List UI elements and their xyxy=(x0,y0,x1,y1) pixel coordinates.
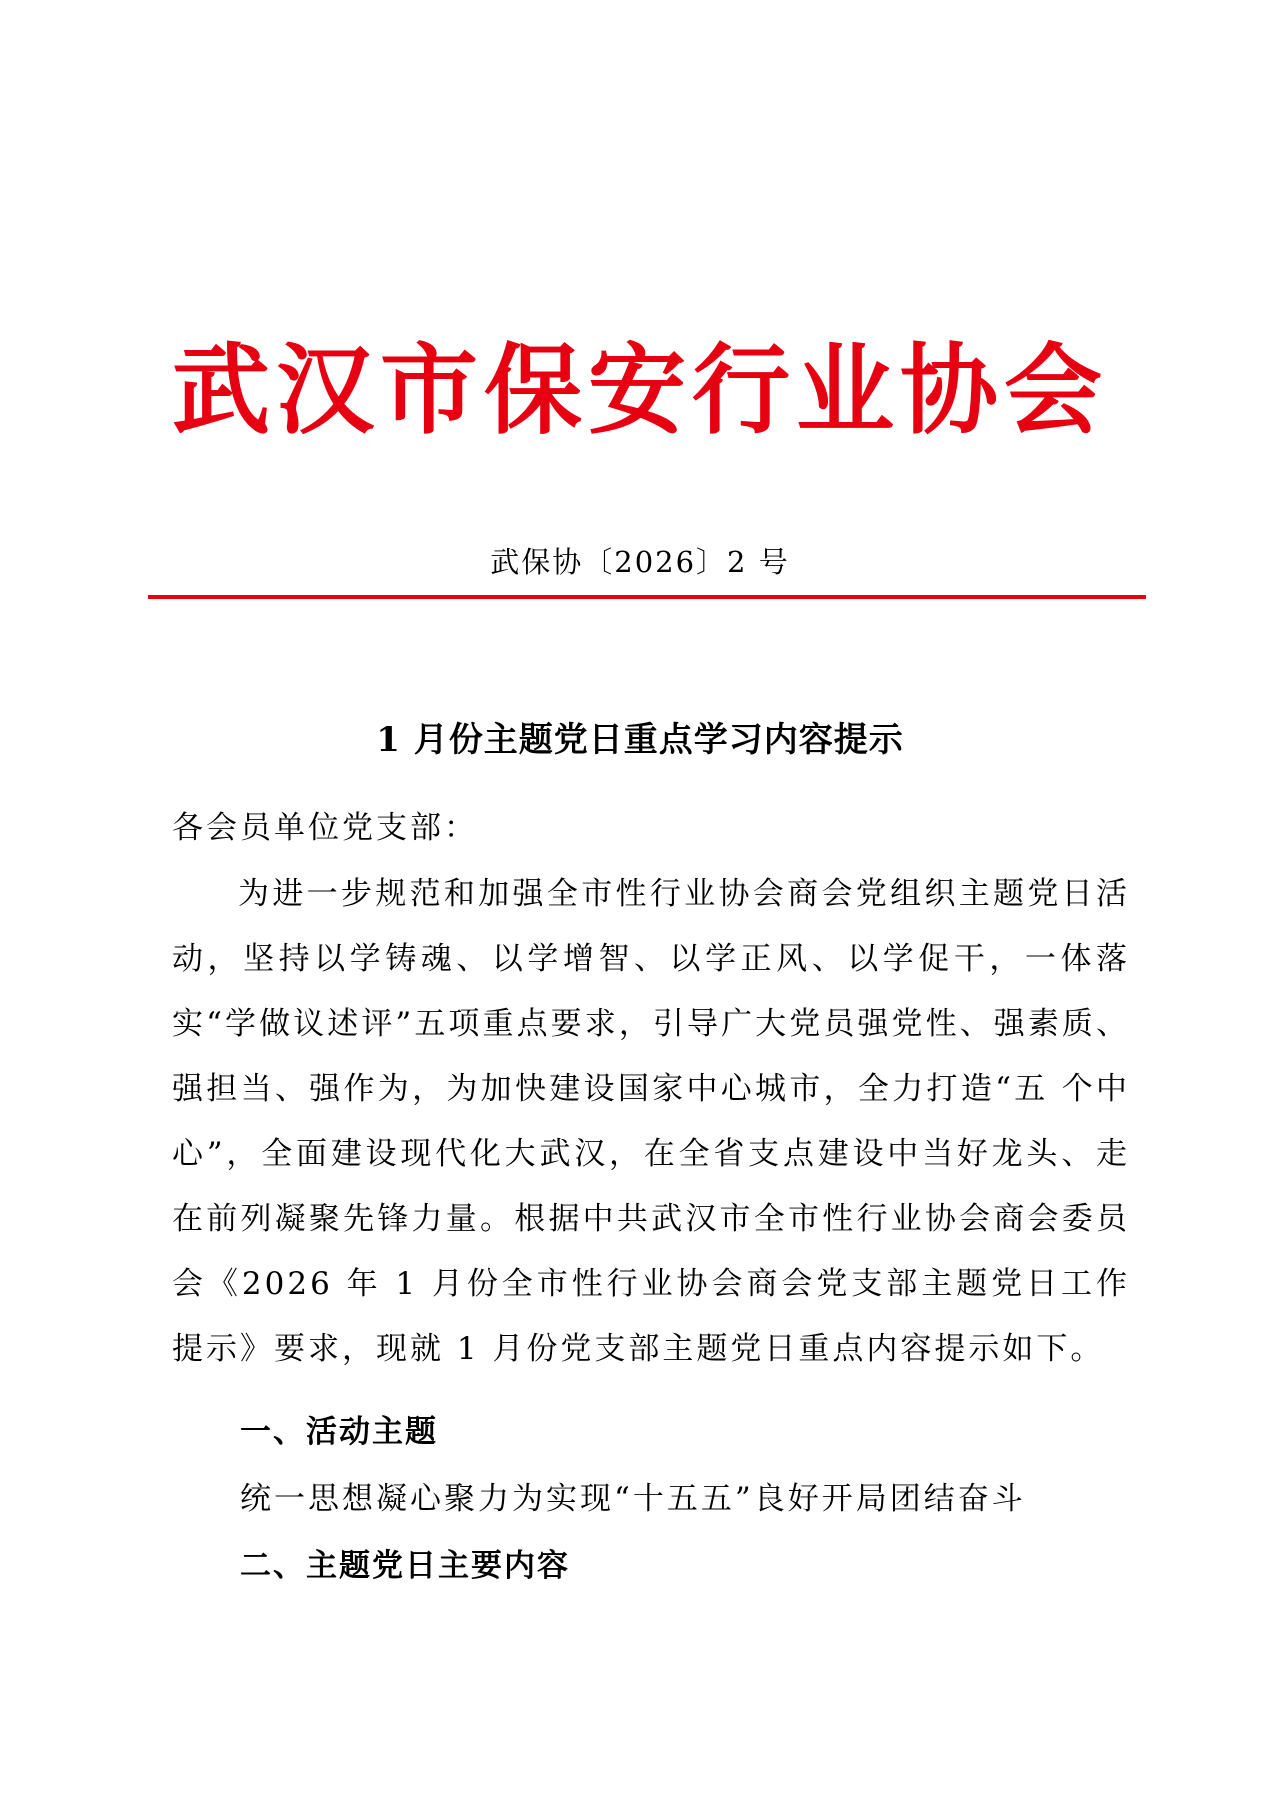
letterhead-org-name: 武汉市保安行业协会 xyxy=(171,334,1108,448)
salutation: 各会员单位党支部： xyxy=(172,810,478,846)
section-1-text: 统一思想凝心聚力为实现“十五五”良好开局团结奋斗 xyxy=(240,1481,1026,1517)
document-number: 武保协〔2026〕2 号 xyxy=(490,545,790,579)
document-title: 1 月份主题党日重点学习内容提示 xyxy=(376,720,904,760)
intro-paragraph: 为进一步规范和加强全市性行业协会商会党组织主题党日活动，坚持以学铸魂、以学增智、以学正风、以学促干，一体落实“学做议述评”五项重点要求，引导广大党员强党性、强素质、强担当、强作为，为加快建设国家中心城市，全力打造“五 个中心”，全面建设现代化大武汉，在全省支点建设中当好龙头、走在前列凝聚先锋力量。根据中共武汉市全市性行业协会商会委员会《2026 年 1 月份全市性行业协会商会党支部主题党日工作提示》要求，现就 1 月份党支部主题党日重点内容提示如下。 xyxy=(172,876,1130,1367)
section-1-heading: 一、活动主题 xyxy=(240,1414,438,1450)
letterhead-red-rule xyxy=(148,595,1146,599)
section-2-heading: 二、主题党日主要内容 xyxy=(240,1548,570,1584)
